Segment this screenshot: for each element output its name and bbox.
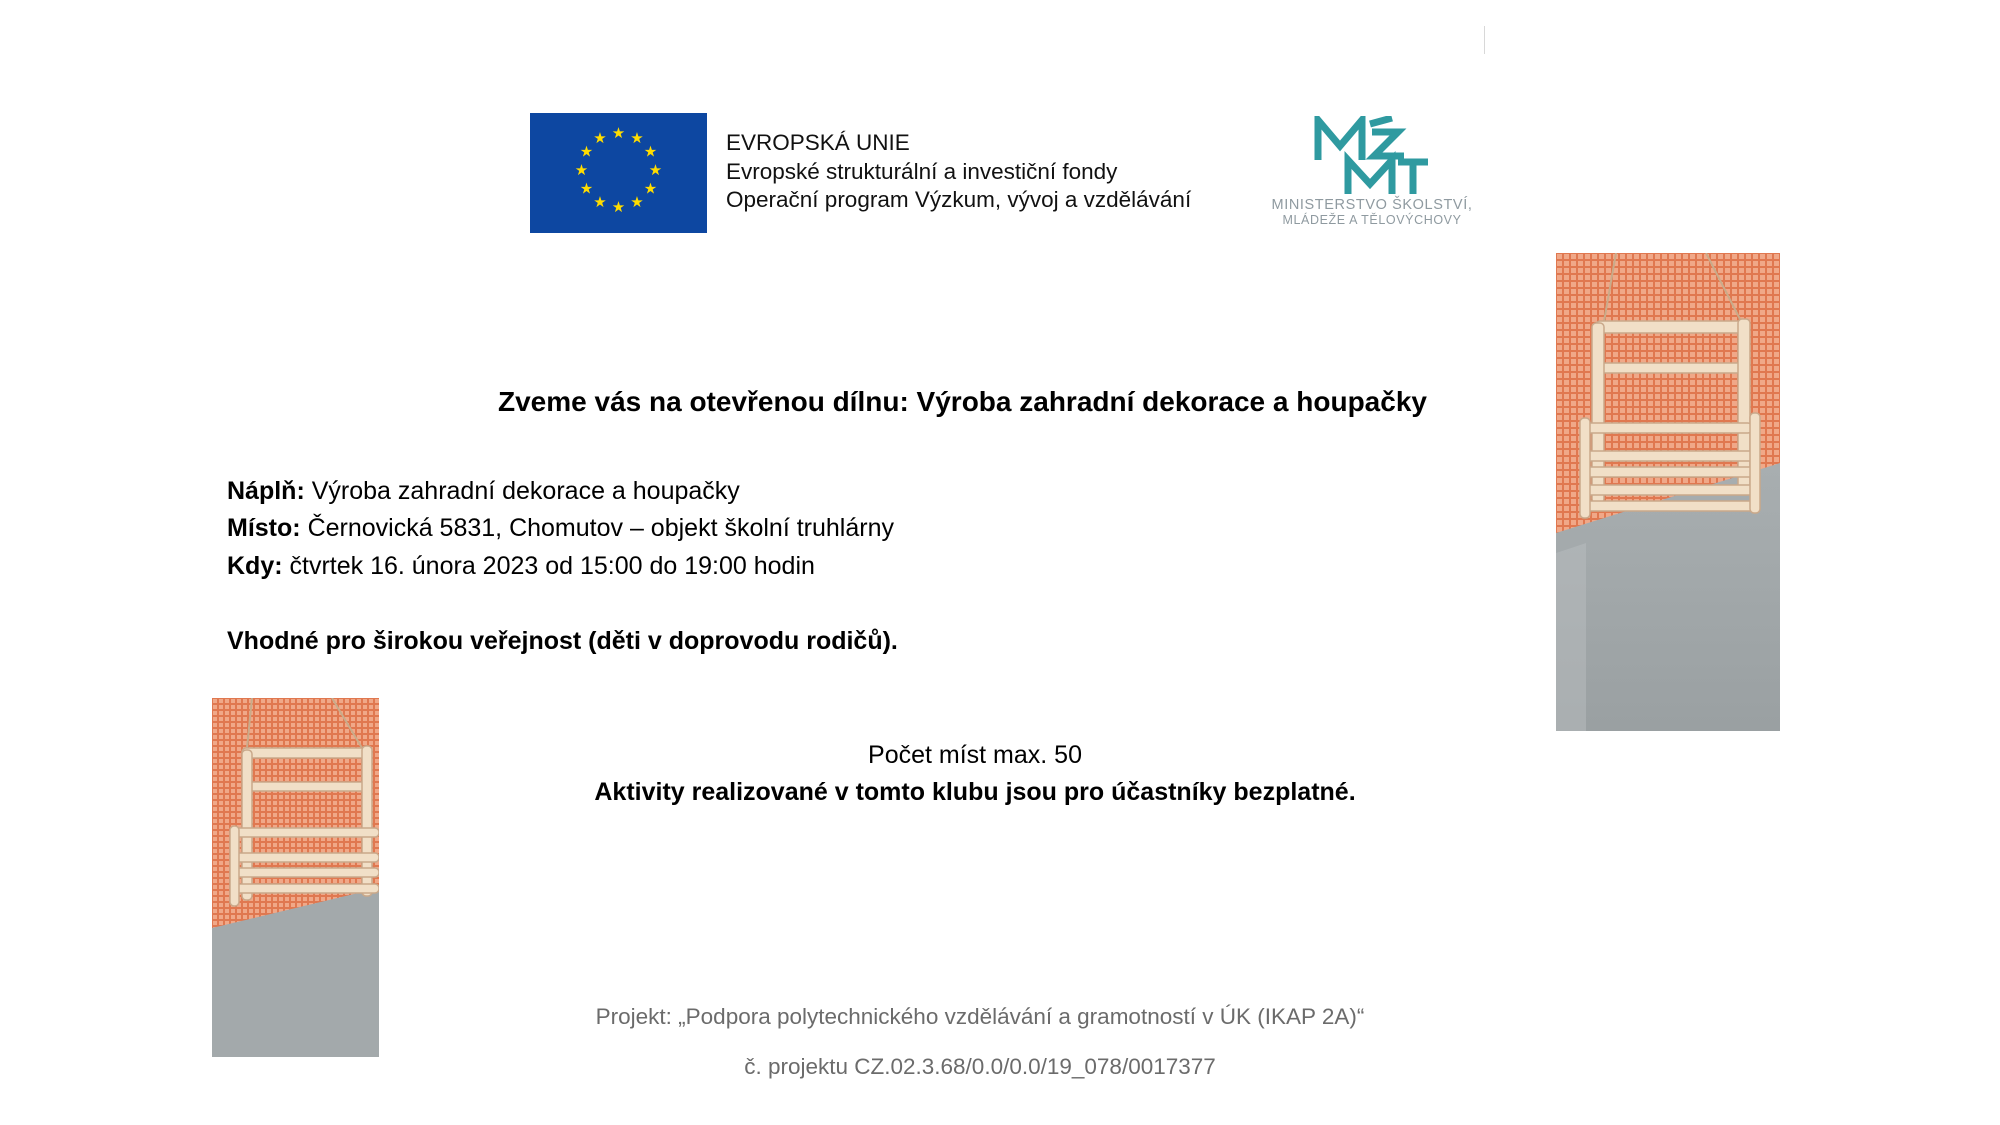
eu-line-2: Evropské strukturální a investiční fondy [726,158,1118,184]
audience-note: Vhodné pro širokou veřejnost (děti v doprovodu rodičů). [227,627,898,655]
svg-text:★: ★ [593,129,607,147]
detail-content [227,476,740,506]
detail-place-value: Černovická 5831, Chomutov – objekt školní truhlárny [307,514,894,542]
detail-content-value: Výroba zahradní dekorace a houpačky [311,477,740,505]
svg-text:★: ★ [643,142,658,161]
detail-place-label: Místo: [227,514,301,542]
project-name: Projekt: „Podpora polytechnického vzdělávání a gramotností v ÚK (IKAP 2A)“ [595,1004,1365,1029]
capacity-note: Počet míst max. 50 [868,741,1082,769]
detail-place [227,513,894,543]
wooden-swing-photo-left [212,698,379,1057]
svg-text:★: ★ [648,161,663,179]
svg-text:★: ★ [630,193,644,211]
eu-flag-logo [530,113,707,233]
msmt-logo-icon [1312,116,1430,196]
msmt-line-1: MINISTERSTVO ŠKOLSTVÍ, [1271,197,1473,213]
svg-text:★: ★ [579,142,594,161]
detail-when-label: Kdy: [227,552,283,580]
page-title: Zveme vás na otevřenou dílnu: Výroba zahradní dekorace a houpačky [498,386,1427,417]
eu-logo-text [726,129,1191,215]
svg-text:★: ★ [611,124,626,142]
svg-text:★: ★ [611,198,626,216]
detail-content-label: Náplň: [227,477,305,505]
msmt-line-2: MLÁDEŽE A TĚLOVÝCHOVY [1282,213,1462,227]
svg-text:★: ★ [630,129,644,147]
detail-when-value: čtvrtek 16. února 2023 od 15:00 do 19:00 hodin [289,552,815,580]
svg-text:★: ★ [579,179,594,198]
divider [1484,26,1485,54]
svg-text:★: ★ [643,179,658,198]
wooden-swing-photo-right [1556,253,1780,731]
svg-text:★: ★ [574,161,589,179]
svg-text:★: ★ [593,193,607,211]
msmt-logo-text [1256,198,1488,228]
eu-stars-icon [530,113,707,233]
project-number: č. projektu CZ.02.3.68/0.0/0.0/19_078/0017377 [744,1054,1216,1079]
eu-line-3: Operační program Výzkum, vývoj a vzdělávání [726,187,1192,212]
free-note: Aktivity realizované v tomto klubu jsou pro účastníky bezplatné. [594,778,1356,806]
eu-line-1: EVROPSKÁ UNIE [726,130,910,155]
detail-when [227,551,815,581]
